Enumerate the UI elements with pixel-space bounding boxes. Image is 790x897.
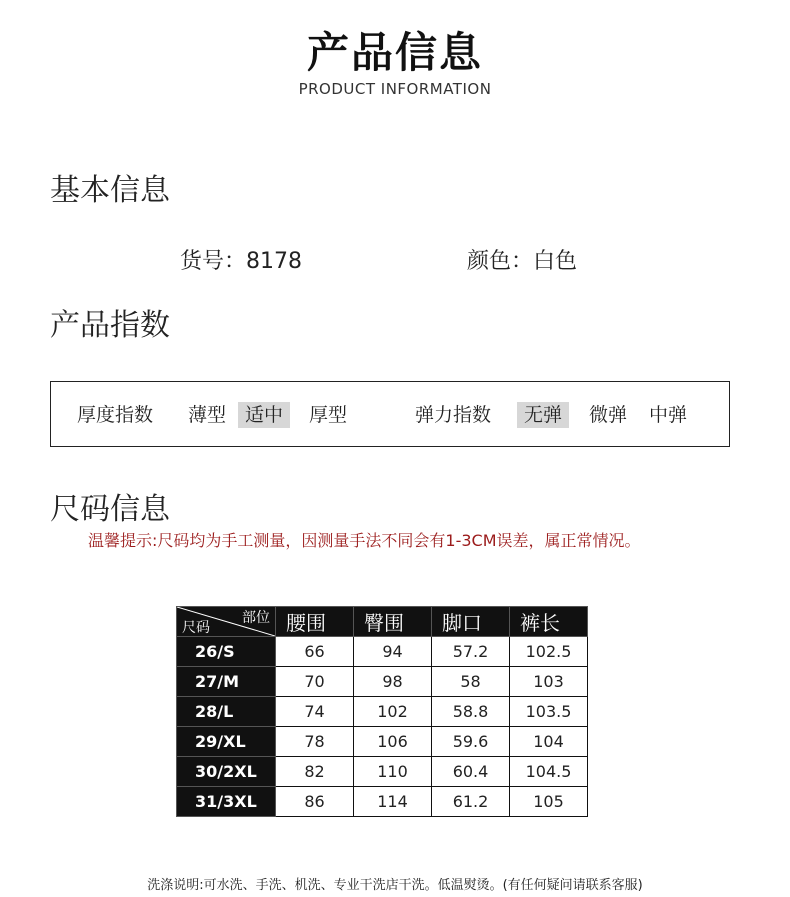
measurement-tip: 温馨提示:尺码均为手工测量，因测量手法不同会有1-3CM误差，属正常情况。 xyxy=(88,531,641,550)
leg-opening-value: 60.4 xyxy=(432,757,510,787)
size-label: 28/L xyxy=(177,697,276,727)
leg-opening-value: 58.8 xyxy=(432,697,510,727)
waist-value: 66 xyxy=(276,637,354,667)
hip-value: 102 xyxy=(354,697,432,727)
size-info-heading: 尺码信息 xyxy=(50,492,170,527)
stretch-label: 弹力指数 xyxy=(415,404,492,426)
stretch-option-none: 无弹 xyxy=(517,402,569,428)
corner-part-label: 部位 xyxy=(242,610,270,626)
column-hip: 臀围 xyxy=(354,607,432,637)
length-value: 104.5 xyxy=(510,757,588,787)
hip-value: 98 xyxy=(354,667,432,697)
corner-size-label: 尺码 xyxy=(182,620,210,636)
table-row xyxy=(177,697,588,727)
size-label: 26/S xyxy=(177,637,276,667)
size-label: 31/3XL xyxy=(177,787,276,817)
page-subtitle: PRODUCT INFORMATION xyxy=(298,80,492,98)
size-label: 27/M xyxy=(177,667,276,697)
size-table xyxy=(176,606,588,817)
length-value: 103 xyxy=(510,667,588,697)
length-value: 104 xyxy=(510,727,588,757)
waist-value: 82 xyxy=(276,757,354,787)
column-length: 裤长 xyxy=(510,607,588,637)
hip-value: 94 xyxy=(354,637,432,667)
stretch-option-slight: 微弹 xyxy=(589,404,628,426)
item-number: 货号：8178 xyxy=(180,249,302,274)
waist-value: 74 xyxy=(276,697,354,727)
waist-value: 70 xyxy=(276,667,354,697)
thickness-option-medium: 适中 xyxy=(238,402,290,428)
length-value: 105 xyxy=(510,787,588,817)
table-row xyxy=(177,727,588,757)
leg-opening-value: 61.2 xyxy=(432,787,510,817)
waist-value: 86 xyxy=(276,787,354,817)
product-index-box xyxy=(50,381,730,447)
stretch-option-medium: 中弹 xyxy=(649,404,688,426)
hip-value: 110 xyxy=(354,757,432,787)
size-label: 30/2XL xyxy=(177,757,276,787)
product-color: 颜色：白色 xyxy=(467,249,578,274)
table-row xyxy=(177,637,588,667)
column-leg-opening: 脚口 xyxy=(432,607,510,637)
leg-opening-value: 59.6 xyxy=(432,727,510,757)
table-row xyxy=(177,757,588,787)
leg-opening-value: 58 xyxy=(432,667,510,697)
table-row xyxy=(177,667,588,697)
column-waist: 腰围 xyxy=(276,607,354,637)
corner-cell xyxy=(177,607,276,637)
size-label: 29/XL xyxy=(177,727,276,757)
thickness-option-thin: 薄型 xyxy=(188,404,227,426)
hip-value: 114 xyxy=(354,787,432,817)
waist-value: 78 xyxy=(276,727,354,757)
page-title: 产品信息 xyxy=(306,28,483,77)
table-row xyxy=(177,787,588,817)
length-value: 102.5 xyxy=(510,637,588,667)
product-index-heading: 产品指数 xyxy=(50,308,170,343)
thickness-option-thick: 厚型 xyxy=(309,404,348,426)
size-table-header xyxy=(177,607,588,637)
length-value: 103.5 xyxy=(510,697,588,727)
washing-instructions: 洗涤说明:可水洗、手洗、机洗、专业干洗店干洗。低温熨烫。(有任何疑问请联系客服) xyxy=(147,878,643,893)
basic-info-heading: 基本信息 xyxy=(50,173,170,208)
hip-value: 106 xyxy=(354,727,432,757)
thickness-label: 厚度指数 xyxy=(77,404,154,426)
leg-opening-value: 57.2 xyxy=(432,637,510,667)
